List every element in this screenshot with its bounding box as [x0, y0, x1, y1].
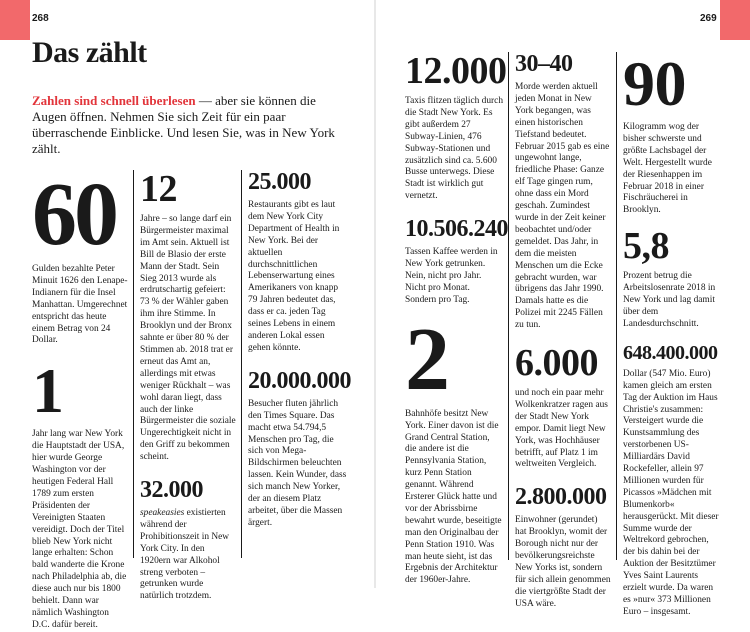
fact-column-5	[515, 52, 611, 611]
fact-number-32000: 32.000	[140, 477, 203, 504]
page-number-right: 269	[700, 13, 717, 24]
fact-text-12: Jahre – so lange darf ein Bürgermeister maximal im Amt sein. Aktuell ist Bill de Blasio der erste Mann der Stadt. Sein Sieg 2013 wurde als erdrutschartig gefeiert: 73 % der Wähler gaben ihm ihre Stimme. In Brooklyn und der Bronx sahnte er über 80 % der Stimmen ab. 2018 trat er erneut das Amt an, allerdings mit etwas weniger Rückhalt – was wohl daran liegt, dass auch der linke Bürgermeister die soziale Ungerechtigkeit nicht in den Griff zu bekommen scheint.	[140, 214, 236, 463]
intro-highlight: Zahlen sind schnell überlesen	[32, 93, 196, 108]
fact-number-5-8: 5,8	[623, 225, 669, 268]
right-color-tab	[720, 0, 750, 40]
fact-text-10506240: Tassen Kaffee werden in New York getrunken. Nein, nicht pro Jahr. Nicht pro Monat. Sondern pro Tag.	[405, 247, 498, 305]
fact-number-90: 90	[623, 48, 686, 119]
fact-number-12000: 12.000	[405, 50, 507, 92]
fact-text-5-8: Prozent betrug die Arbeitslosenrate 2018 in New York und lag damit über dem Landesdurchschnitt.	[623, 271, 716, 329]
fact-number-30-40: 30–40	[515, 51, 573, 77]
fact-number-60: 60	[32, 165, 116, 264]
fact-text-32000	[140, 508, 236, 603]
fact-number-25000: 25.000	[248, 169, 311, 195]
fact-text-90: Kilogramm wog der bisher schwerste und größte Lachsbagel der Welt. Hergestellt wurde der Riesenhappen im Februar 2018 in einer Fischräucherei in Brooklyn.	[623, 122, 712, 216]
fact-number-2: 2	[405, 309, 447, 409]
page-number-left: 268	[32, 13, 49, 24]
fact-number-20000000: 20.000.000	[248, 367, 351, 394]
column-rule	[616, 52, 617, 560]
fact-number-6000: 6.000	[515, 342, 598, 385]
page-title: Das zählt	[32, 36, 147, 69]
fact-column-4	[405, 50, 508, 587]
fact-number-12: 12	[140, 168, 177, 210]
fact-text-2: Bahnhöfe besitzt New York. Einer davon ist die Grand Central Station, die andere ist die Pennsylvania Station, kurz Penn Station genannt. Während Ersterer Glück hatte und vor der Abrissbirne bewahrt wurde, beseitigte man den Originalbau der Penn Station 1910. Was man heute sieht, ist das Ergebnis der Architektur der 1960er-Jahre.	[405, 408, 502, 586]
fact-text-32000-italic: speakeasies	[140, 508, 185, 519]
page-gutter	[374, 0, 376, 588]
column-rule	[508, 52, 509, 560]
fact-text-20000000: Besucher fluten jährlich den Times Square. Das macht etwa 54.794,5 Menschen pro Tag, die sich von Mega-Bildschirmen beleuchten lassen. Kein Wunder, dass sich manch New Yorker, der an diesem Platz arbeitet, über die Massen ärgert.	[248, 398, 347, 528]
fact-number-1: 1	[32, 355, 64, 427]
fact-text-12000: Taxis flitzen täglich durch die Stadt New York. Es gibt außerdem 27 Subway-Linien, 476 Subway-Stationen und zusätzlich sind ca. 5.600 Busse unterwegs. Diese Stadt ist wirklich gut vernetzt.	[405, 96, 504, 202]
left-color-tab	[0, 0, 30, 40]
fact-number-2800000: 2.800.000	[515, 484, 607, 511]
fact-text-32000-rest: existierten während der Prohibitionszeit in New York City. In den 1920ern war Alkohol streng verboten – getrunken wurde natürlich trotzdem.	[140, 508, 230, 602]
column-rule	[241, 170, 242, 558]
fact-text-1: Jahr lang war New York die Hauptstadt der USA, hier wurde George Washington vor der heutigen Federal Hall 1789 zum ersten Präsidenten der Vereinigten Staaten vereidigt. Doch der Titel blieb New York nicht lange erhalten: Schon bald wanderte die Krone nach Philadelphia ab, die diese auch nur bis 1800 behielt. Dann war nämlich Washington D.C. dafür bereit.	[32, 429, 127, 630]
fact-number-10506240: 10.506.240	[405, 216, 508, 243]
fact-column-2	[140, 170, 236, 603]
fact-text-25000: Restaurants gibt es laut dem New York City Department of Health in New York. Bei der aktuellen durchschnittlichen Lebenserwartung eines Amerikaners von knapp 79 Jahren bedeutet das, dass er ca. jeden Tag seines Lebens in einem anderen Lokal essen gehen könnte.	[248, 200, 340, 353]
column-rule	[133, 170, 134, 558]
intro-text: — aber sie können die Augen öffnen. Nehmen Sie sich Zeit für ein paar überraschende Einblicke. Und lesen Sie, was in New York zählt.	[32, 93, 335, 156]
fact-text-60: Gulden bezahlte Peter Minuit 1626 den Lenape-Indianern für die Insel Manhattan. Umgerechnet entspricht das heute einem Betrag von 24 Dollar.	[32, 264, 128, 346]
fact-text-648400000: Dollar (547 Mio. Euro) kamen gleich am ersten Tag der Auktion im Haus Christie's zusammen: Versteigert wurde die Kunstsammlung des verstorbenen US-Milliardärs David Rockefeller, allein 97 Millionen wurden für Picassos »Mädchen mit Blumenkorb« herausgerückt. Mit dieser Summe wurde der Weltrekord gebrochen, der bis dahin bei der Auktion der Besitztümer Yves Saint Laurents erzielt wurde. Da waren es »nur« 373 Millionen Euro – insgesamt.	[623, 368, 719, 617]
fact-text-6000: und noch ein paar mehr Wolkenkratzer ragen aus der Stadt New York empor. Damit liegt New York, was Hochhäuser betrifft, auf Platz 1 im weltweiten Vergleich.	[515, 388, 608, 470]
fact-text-30-40: Morde werden aktuell jeden Monat in New York begangen, was einen historischen Tiefstand bedeutet. Februar 2015 gab es eine ungewohnt lange, friedliche Phase: Ganze elf Tage gingen rum, ohne dass ein Mord geschah. Zumindest wurde in der Zeit keiner beobachtet und/oder gemeldet. Das Jahr, in dem die meisten Menschen um die Ecke gebracht wurden, war übrigens das Jahr 1990. Damals hatte es die Polizei mit 2245 Fällen zu tun.	[515, 82, 610, 331]
fact-text-2800000: Einwohner (gerundet) hat Brooklyn, womit der Borough nicht nur der bevölkerungsreichste New Yorks ist, sondern für sich allein genommen die viertgrößte Stadt der USA wäre.	[515, 515, 611, 609]
fact-column-3	[248, 169, 351, 530]
fact-column-1	[32, 165, 128, 632]
fact-number-648400000: 648.400.000	[623, 341, 718, 364]
fact-column-6	[623, 48, 721, 619]
intro-paragraph	[32, 93, 352, 157]
